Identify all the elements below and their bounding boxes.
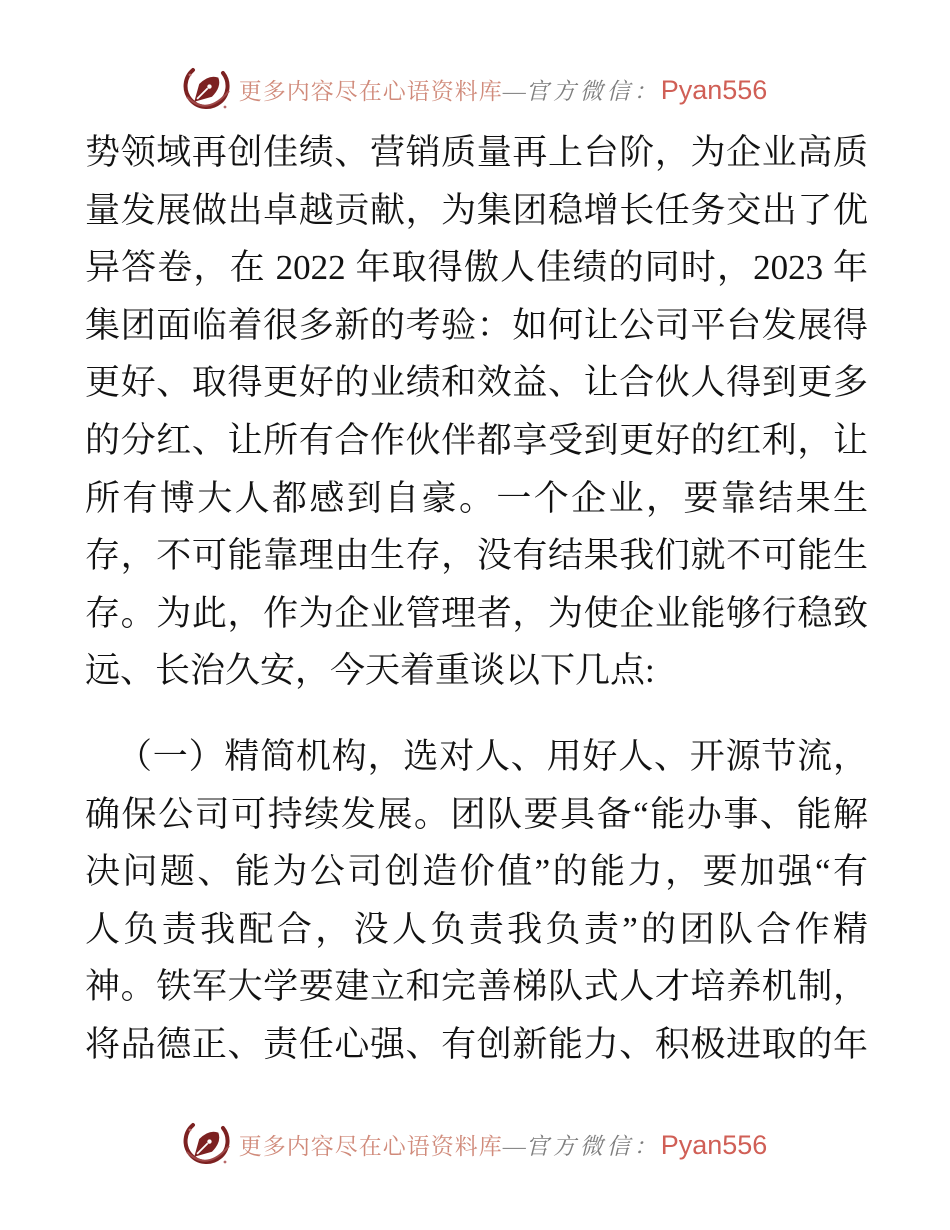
- paragraph: [85, 124, 868, 700]
- watermark-separator: —: [502, 78, 526, 104]
- text-line: 所有博大人都感到自豪。一个企业，要靠结果生: [85, 478, 868, 518]
- text-line: 量发展做出卓越贡献，为集团稳增长任务交出了优: [85, 190, 868, 230]
- text-line: 更好、取得更好的业绩和效益、让合伙人得到更多: [85, 363, 868, 403]
- text-line: 存。为此，作为企业管理者，为使企业能够行稳致: [85, 593, 868, 633]
- text-line: 存，不可能靠理由生存，没有结果我们就不可能生: [85, 536, 868, 576]
- watermark-site-text: 更多内容尽在心语资料库: [238, 78, 503, 104]
- watermark-site-text: 更多内容尽在心语资料库: [238, 1133, 503, 1159]
- watermark-wechat-id: Pyan556: [660, 74, 768, 105]
- watermark-wechat-id: Pyan556: [660, 1129, 768, 1160]
- text-line: 将品德正、责任心强、有创新能力、积极进取的年: [85, 1024, 868, 1064]
- footer-watermark: [0, 1116, 950, 1172]
- text-line: 异答卷，在 2022 年取得傲人佳绩的同时，2023 年: [85, 248, 868, 288]
- pen-nib-logo-icon: [183, 63, 231, 115]
- watermark-text: [239, 1128, 768, 1161]
- text-line: 集团面临着很多新的考验：如何让公司平台发展得: [85, 305, 868, 345]
- document-body: [85, 124, 868, 1074]
- header-watermark: [0, 0, 950, 118]
- watermark-wechat-label: 官方微信：: [525, 1133, 661, 1159]
- watermark-text: [239, 73, 768, 106]
- text-line: 远、长治久安，今天着重谈以下几点:: [85, 651, 655, 691]
- pen-nib-logo-icon: [183, 1118, 231, 1170]
- paragraph: [85, 728, 868, 1074]
- watermark-wechat-label: 官方微信：: [525, 78, 661, 104]
- text-line: 决问题、能为公司创造价值”的能力，要加强“有: [85, 852, 868, 892]
- text-line: 确保公司可持续发展。团队要具备“能办事、能解: [85, 794, 868, 834]
- text-line: 神。铁军大学要建立和完善梯队式人才培养机制，: [85, 967, 868, 1007]
- text-line: 势领域再创佳绩、营销质量再上台阶，为企业高质: [85, 133, 868, 172]
- text-line: （一）精简机构，选对人、用好人、开源节流，: [117, 736, 868, 776]
- watermark-separator: —: [502, 1133, 526, 1159]
- text-line: 的分红、让所有合作伙伴都享受到更好的红利，让: [85, 420, 868, 460]
- text-line: 人负责我配合，没人负责我负责”的团队合作精: [85, 909, 868, 949]
